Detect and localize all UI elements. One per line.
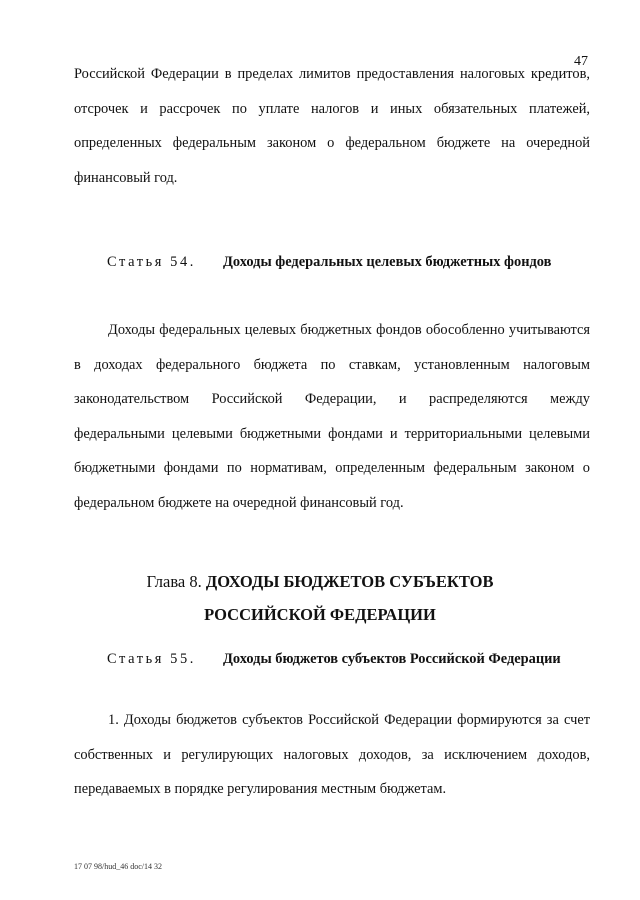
chapter-8-heading (0, 565, 640, 631)
chapter-8-title-line-2: РОССИЙСКОЙ ФЕДЕРАЦИИ (204, 605, 436, 624)
chapter-8-prefix: Глава 8. (146, 572, 202, 591)
article-54-number: Статья 54. (107, 254, 196, 270)
article-55-text: 1. Доходы бюджетов субъектов Российской Федерации формируются за счет собственных и регулирующих налоговых доходов, за исключением доходов, передаваемых в порядке регулирования местным бюджетам. (74, 712, 590, 797)
page-number: 47 (574, 54, 588, 69)
article-55-number: Статья 55. (107, 651, 196, 667)
footer-file-reference: 17 07 98/hud_46 doc/14 32 (74, 862, 162, 871)
chapter-8-line-1 (0, 565, 640, 598)
article-54-title: Доходы федеральных целевых бюджетных фондов (223, 254, 552, 270)
article-54-text: Доходы федеральных целевых бюджетных фондов обособленно учитываются в доходах федерального бюджета по ставкам, установленным налоговым законодательством Российской Федерации, и распределяются между федеральными целевыми бюджетными фондами и территориальными целевыми бюджетными фондами по нормативам, определенным федеральным законом о федеральном бюджете на очередной финансовый год. (74, 322, 590, 511)
intro-paragraph: Российской Федерации в пределах лимитов предоставления налоговых кредитов, отсрочек и рассрочек по уплате налогов и иных обязательных платежей, определенных федеральным законом о федеральном бюджете на очередной финансовый год. (74, 66, 590, 186)
article-55-title: Доходы бюджетов субъектов Российской Федерации (223, 651, 561, 667)
article-54-heading (107, 254, 607, 271)
article-55-heading (107, 651, 607, 668)
chapter-8-title-line-1: ДОХОДЫ БЮДЖЕТОВ СУБЪЕКТОВ (205, 572, 494, 591)
